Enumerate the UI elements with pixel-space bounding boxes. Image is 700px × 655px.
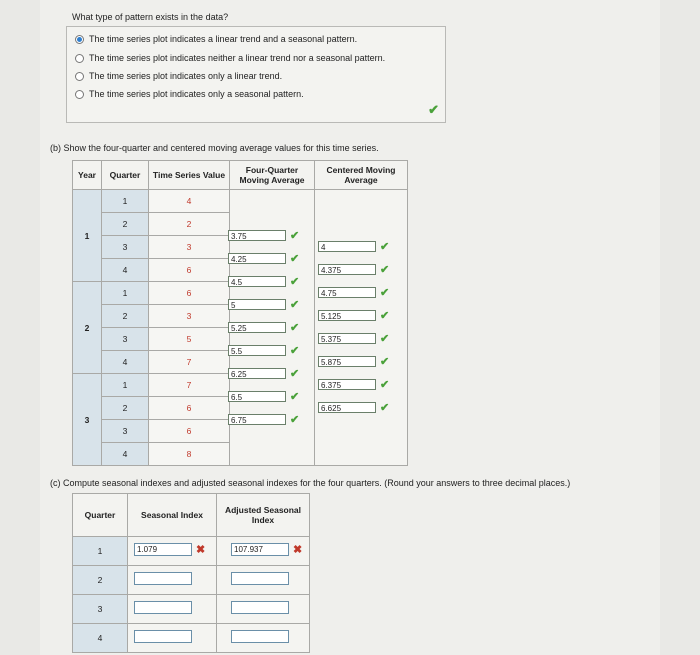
adjusted-index-input[interactable]: 107.937 [231,543,289,556]
seasonal-index-input[interactable] [134,572,192,585]
col-time-series: Time Series Value [149,161,230,190]
correct-check-icon: ✔ [290,299,300,311]
si-cell [128,624,217,653]
choice-4[interactable] [75,89,304,99]
asi-cell [217,624,310,653]
centered-input[interactable]: 6.625 [318,402,376,413]
question-title: What type of pattern exists in the data? [72,12,229,22]
adjusted-index-input[interactable] [231,572,289,585]
radio[interactable] [75,90,84,99]
wrong-cross-icon: ✖ [293,544,303,556]
section-c-title: (c) Compute seasonal indexes and adjusted seasonal indexes for the four quarters. (Round your answers to three decimal places.) [50,478,571,488]
section-b-title: (b) Show the four-quarter and centered moving average values for this time series. [50,143,379,153]
correct-check-icon: ✔ [290,322,300,334]
correct-check-icon: ✔ [380,379,390,391]
answer-choices [66,26,446,123]
correct-check-icon: ✔ [428,102,439,117]
adjusted-index-input[interactable] [231,601,289,614]
ts-value: 3 [149,236,230,259]
quarter-cell: 2 [102,213,149,236]
si-cell [128,566,217,595]
four-quarter-input[interactable]: 6.5 [228,391,286,402]
year-1: 1 [73,190,102,282]
four-quarter-input[interactable]: 5 [228,299,286,310]
ts-value: 8 [149,443,230,466]
correct-check-icon: ✔ [290,345,300,357]
choice-label: The time series plot indicates a linear trend and a seasonal pattern. [89,34,358,44]
asi-cell [217,537,310,566]
quarter-cell: 4 [73,624,128,653]
correct-check-icon: ✔ [380,287,390,299]
four-quarter-input[interactable]: 6.75 [228,414,286,425]
ts-value: 4 [149,190,230,213]
si-cell [128,537,217,566]
year-3: 3 [73,374,102,466]
choice-label: The time series plot indicates only a linear trend. [89,71,283,81]
radio-selected[interactable] [75,35,84,44]
four-quarter-input[interactable]: 4.5 [228,276,286,287]
si-cell [128,595,217,624]
four-quarter-input[interactable]: 5.25 [228,322,286,333]
col-adjusted-index: Adjusted Seasonal Index [217,494,310,537]
quarter-cell: 4 [102,351,149,374]
seasonal-index-input[interactable] [134,601,192,614]
radio[interactable] [75,54,84,63]
correct-check-icon: ✔ [380,241,390,253]
correct-check-icon: ✔ [290,391,300,403]
correct-check-icon: ✔ [290,368,300,380]
correct-check-icon: ✔ [290,253,300,265]
adjusted-index-input[interactable] [231,630,289,643]
correct-check-icon: ✔ [380,264,390,276]
quarter-cell: 1 [102,282,149,305]
centered-input[interactable]: 5.375 [318,333,376,344]
year-2: 2 [73,282,102,374]
centered-input[interactable]: 6.375 [318,379,376,390]
choice-label: The time series plot indicates neither a linear trend nor a seasonal pattern. [89,53,386,63]
ts-value: 5 [149,328,230,351]
col-four-quarter: Four-Quarter Moving Average [230,161,315,190]
four-quarter-input[interactable]: 6.25 [228,368,286,379]
quarter-cell: 2 [73,566,128,595]
col-quarter: Quarter [73,494,128,537]
ts-value: 3 [149,305,230,328]
seasonal-index-input[interactable]: 1.079 [134,543,192,556]
four-quarter-input[interactable]: 3.75 [228,230,286,241]
quarter-cell: 3 [73,595,128,624]
centered-column [315,190,408,466]
correct-check-icon: ✔ [380,356,390,368]
choice-label: The time series plot indicates only a seasonal pattern. [89,89,304,99]
ts-value: 6 [149,259,230,282]
quarter-cell: 4 [102,259,149,282]
centered-input[interactable]: 5.875 [318,356,376,367]
ts-value: 7 [149,374,230,397]
quarter-cell: 3 [102,328,149,351]
seasonal-index-input[interactable] [134,630,192,643]
centered-input[interactable]: 5.125 [318,310,376,321]
quarter-cell: 1 [102,190,149,213]
choice-3[interactable] [75,71,282,81]
choice-1[interactable] [75,34,357,44]
quarter-cell: 2 [102,305,149,328]
correct-check-icon: ✔ [380,333,390,345]
asi-cell [217,566,310,595]
asi-cell [217,595,310,624]
centered-input[interactable]: 4.75 [318,287,376,298]
correct-check-icon: ✔ [290,230,300,242]
ts-value: 7 [149,351,230,374]
four-quarter-input[interactable]: 5.5 [228,345,286,356]
correct-check-icon: ✔ [380,310,390,322]
correct-check-icon: ✔ [380,402,390,414]
four-quarter-input[interactable]: 4.25 [228,253,286,264]
col-year: Year [73,161,102,190]
col-centered: Centered Moving Average [315,161,408,190]
quarter-cell: 4 [102,443,149,466]
centered-input[interactable]: 4.375 [318,264,376,275]
quarter-cell: 1 [73,537,128,566]
correct-check-icon: ✔ [290,414,300,426]
ts-value: 6 [149,420,230,443]
quarter-cell: 3 [102,236,149,259]
correct-check-icon: ✔ [290,276,300,288]
ts-value: 6 [149,397,230,420]
quarter-cell: 1 [102,374,149,397]
quarter-cell: 2 [102,397,149,420]
ts-value: 2 [149,213,230,236]
radio[interactable] [75,72,84,81]
seasonal-index-table [72,493,310,653]
centered-input[interactable]: 4 [318,241,376,252]
col-seasonal-index: Seasonal Index [128,494,217,537]
wrong-cross-icon: ✖ [196,544,206,556]
choice-2[interactable] [75,53,385,63]
ts-value: 6 [149,282,230,305]
col-quarter: Quarter [102,161,149,190]
quarter-cell: 3 [102,420,149,443]
